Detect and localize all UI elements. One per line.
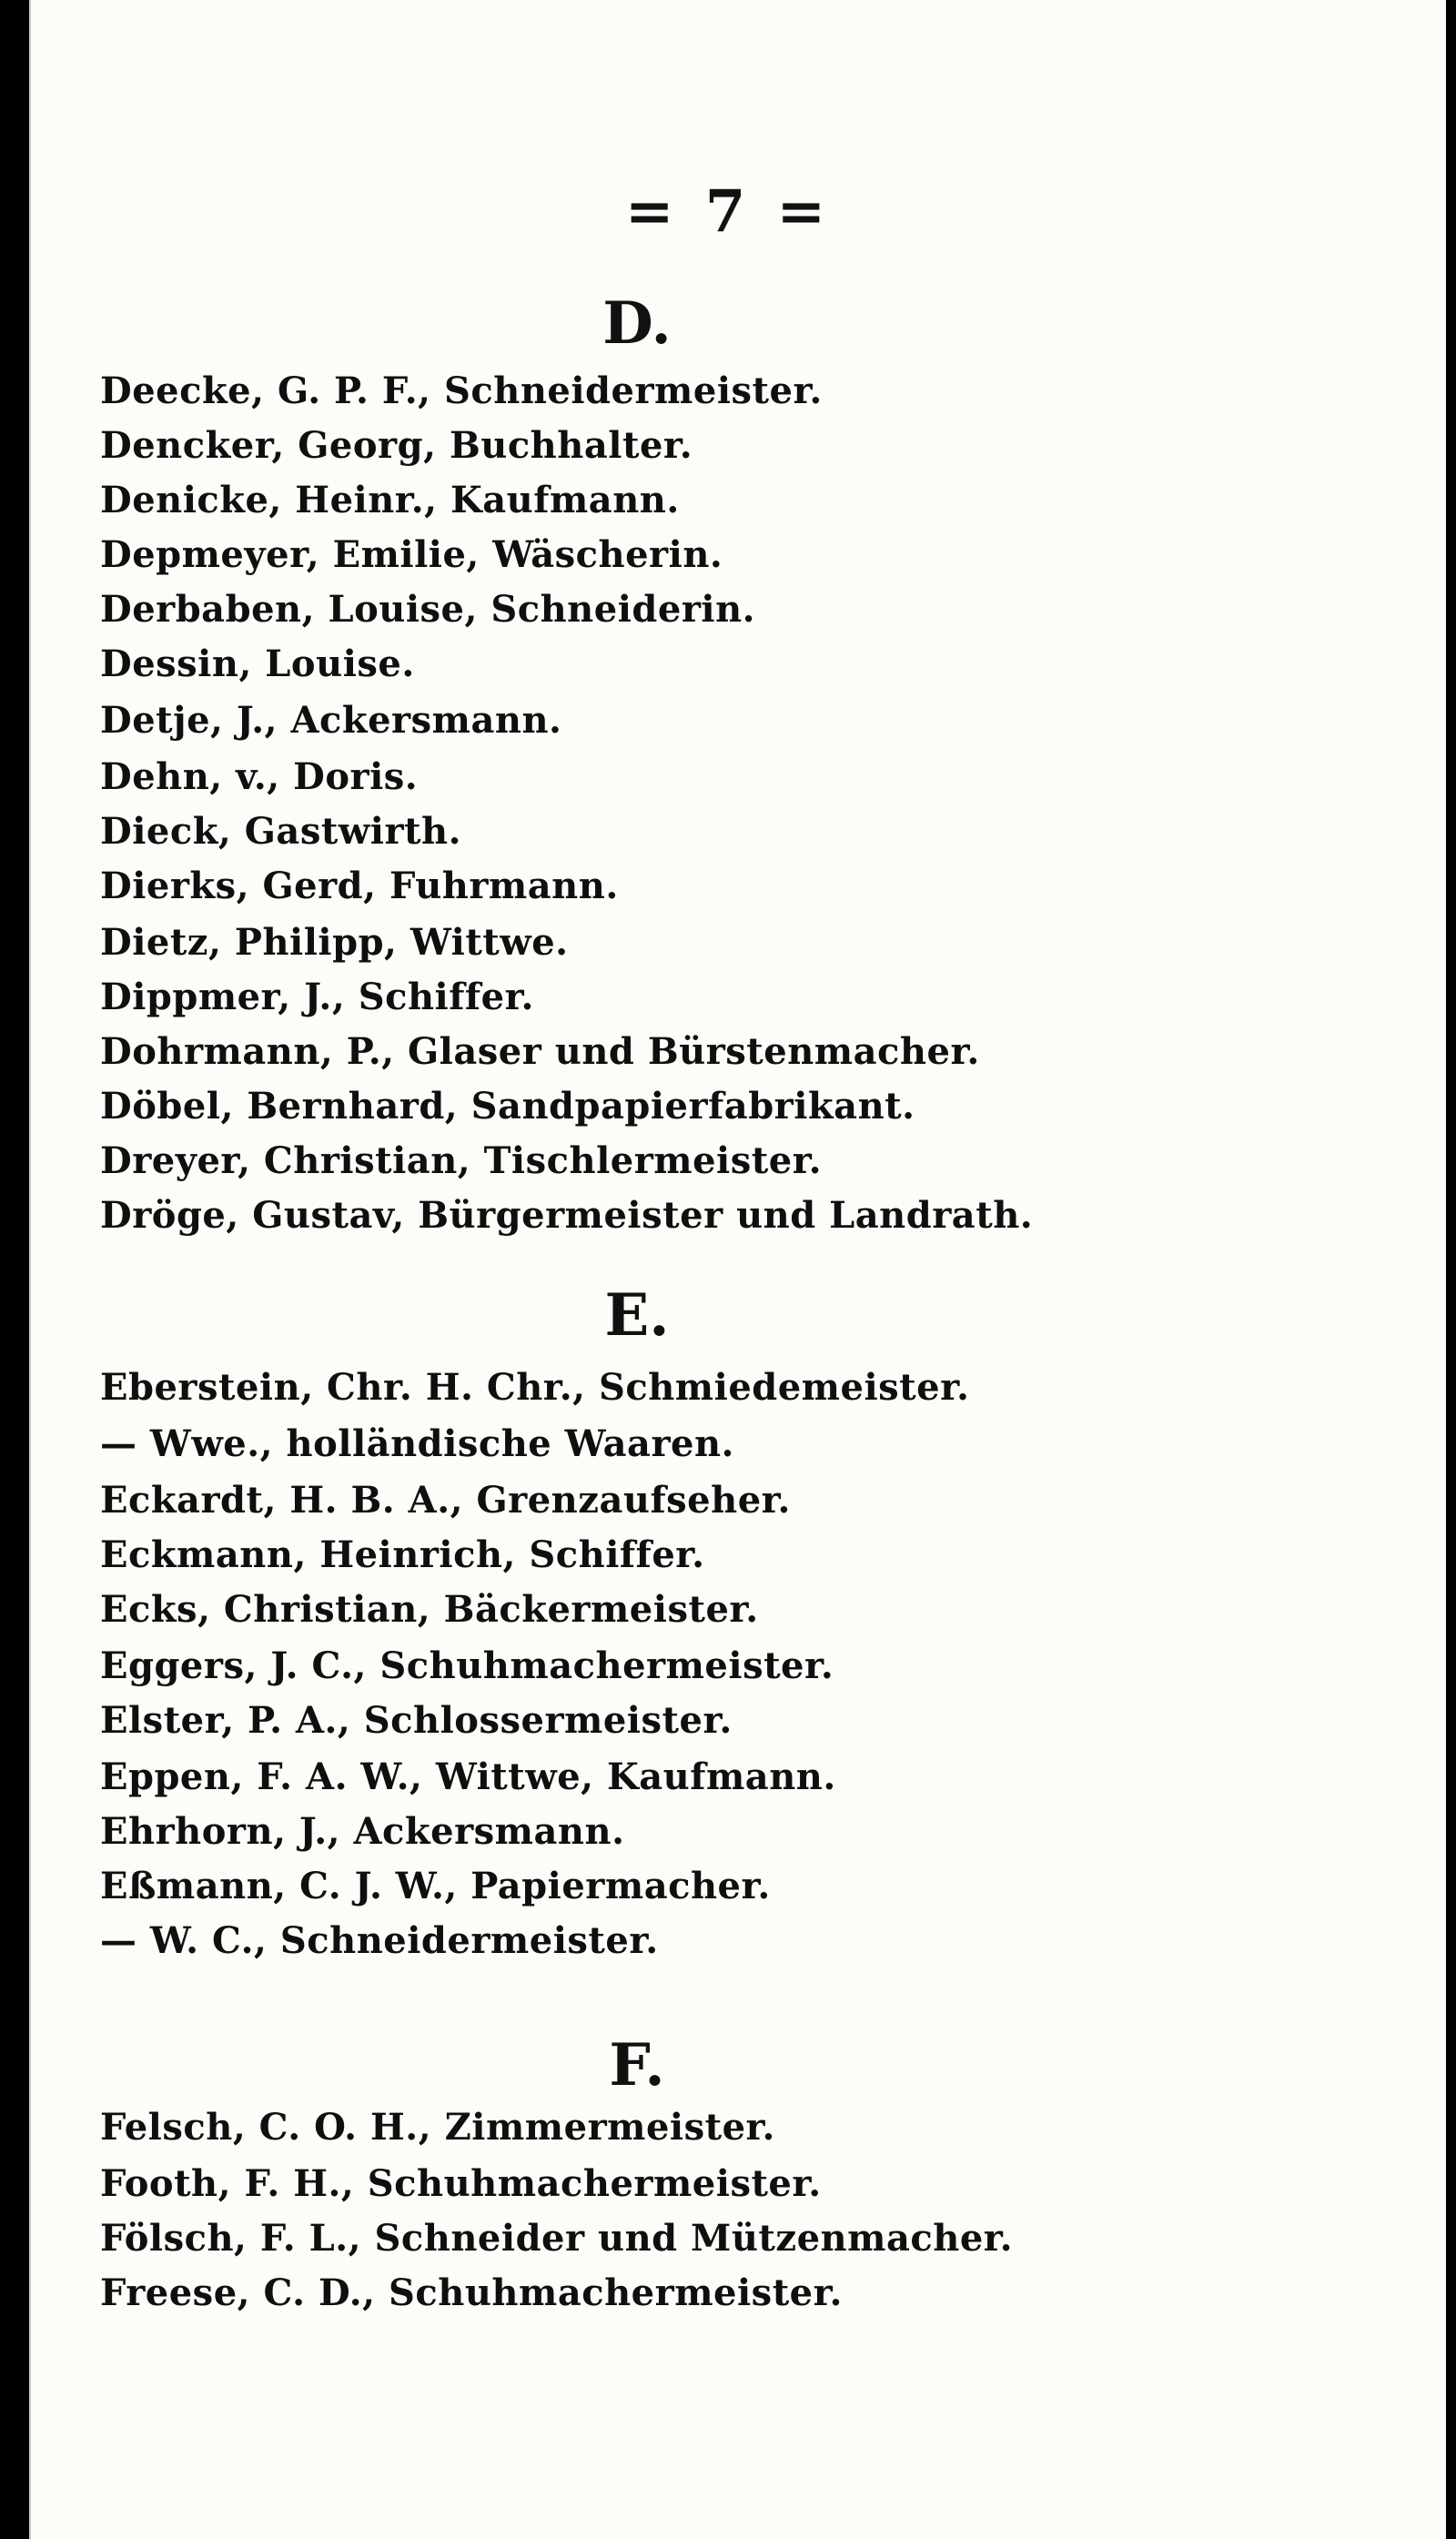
page-number: = 7 =	[624, 177, 832, 246]
list-item: Eßmann, C. J. W., Papiermacher.	[100, 1865, 771, 1907]
list-item: Dencker, Georg, Buchhalter.	[100, 424, 693, 467]
list-item: Dessin, Louise.	[100, 642, 415, 685]
list-item: Dietz, Philipp, Wittwe.	[100, 921, 569, 964]
list-item: Detje, J., Ackersmann.	[100, 699, 562, 742]
list-item: Elster, P. A., Schlossermeister.	[100, 1699, 733, 1742]
list-item: Ecks, Christian, Bäckermeister.	[100, 1588, 759, 1631]
list-item: Depmeyer, Emilie, Wäscherin.	[100, 533, 723, 576]
list-item: Eckmann, Heinrich, Schiffer.	[100, 1533, 705, 1576]
list-item: Eppen, F. A. W., Wittwe, Kaufmann.	[100, 1755, 836, 1798]
list-item: — W. C., Schneidermeister.	[100, 1919, 659, 1962]
list-item: Ehrhorn, J., Ackersmann.	[100, 1810, 625, 1853]
section-letter-d: D.	[602, 289, 672, 358]
list-item: Döbel, Bernhard, Sandpapierfabrikant.	[100, 1085, 915, 1128]
list-item: Dippmer, J., Schiffer.	[100, 976, 534, 1018]
list-item: Eberstein, Chr. H. Chr., Schmiedemeister.	[100, 1366, 970, 1409]
list-item: Felsch, C. O. H., Zimmermeister.	[100, 2106, 775, 2149]
list-item: Dehn, v., Doris.	[100, 755, 419, 798]
section-letter-e: E.	[604, 1281, 670, 1350]
list-item: Denicke, Heinr., Kaufmann.	[100, 479, 680, 521]
list-item: Freese, C. D., Schuhmachermeister.	[100, 2271, 843, 2314]
list-item: Dreyer, Christian, Tischlermeister.	[100, 1139, 823, 1182]
list-item: Dierks, Gerd, Fuhrmann.	[100, 865, 619, 907]
list-item: Dieck, Gastwirth.	[100, 810, 462, 853]
list-item: Dröge, Gustav, Bürgermeister und Landrath.	[100, 1194, 1034, 1237]
list-item: — Wwe., holländische Waaren.	[100, 1422, 734, 1465]
list-item: Footh, F. H., Schuhmachermeister.	[100, 2162, 822, 2205]
list-item: Deecke, G. P. F., Schneidermeister.	[100, 369, 823, 412]
list-item: Fölsch, F. L., Schneider und Mützenmacher.	[100, 2217, 1014, 2260]
list-item: Dohrmann, P., Glaser und Bürstenmacher.	[100, 1030, 980, 1073]
list-item: Eckardt, H. B. A., Grenzaufseher.	[100, 1479, 791, 1522]
list-item: Derbaben, Louise, Schneiderin.	[100, 588, 756, 631]
list-item: Eggers, J. C., Schuhmachermeister.	[100, 1644, 834, 1687]
section-letter-f: F.	[609, 2031, 665, 2099]
